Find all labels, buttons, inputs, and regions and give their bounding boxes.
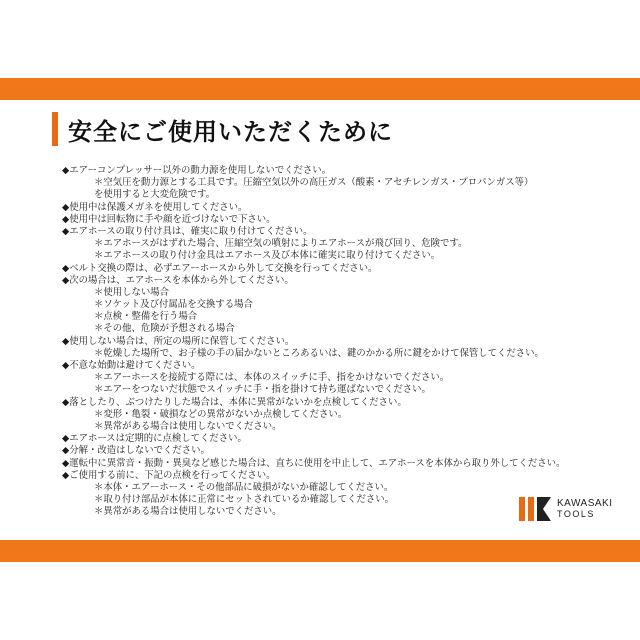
- instruction-item: ◆分解・改造はしないでください。: [62, 445, 210, 457]
- logo-brand-sub: TOOLS: [557, 509, 595, 519]
- instruction-subitem: ＊空気圧を動力源とする工具です。圧縮空気以外の高圧ガス（酸素・アセチレンガス・プロパンガス等）: [94, 177, 534, 189]
- instruction-subitem: ＊乾燥した場所で、お子様の手の届かないところあるいは、鍵のかかる所に鍵をかけて保管してください。: [94, 347, 544, 359]
- instruction-subitem: ＊その他、危険が予想される場合: [94, 323, 235, 335]
- instruction-item: ◆エアホースは定期的に点検してください。: [62, 433, 247, 445]
- instruction-item: ◆エアホースの取り付け具は、確実に取り付けてください。: [62, 225, 313, 237]
- instruction-subitem: を使用すると大変危険です。: [94, 189, 216, 201]
- instruction-subitem: ＊エアーをつないだ状態でスイッチに手・指を掛けて持ち運ばないでください。: [94, 384, 431, 396]
- instruction-subitem: ＊取り付け部品が本体に正常にセットされているか確認してください。: [94, 494, 395, 506]
- instruction-subitem: ＊異常がある場合は使用しないでください。: [94, 420, 282, 432]
- instruction-subitem: ＊ソケット及び付属品を交換する場合: [94, 299, 253, 311]
- instruction-subitem: ＊エアホースの取り付け金具はエアホース及び本体に確実に取り付けてください。: [94, 250, 440, 262]
- logo-brand-name: KAWASAKI: [557, 498, 613, 509]
- instruction-item: ◆ベルト交換の際は、必ずエアーホースから外して交換を行ってください。: [62, 262, 378, 274]
- title-block: [52, 112, 393, 146]
- instruction-item: ◆使用中は回転物に手や顔を近づけないで下さい。: [62, 213, 276, 225]
- logo-text: [557, 498, 613, 520]
- instruction-subitem: ＊エアーホースを接続する際には、本体のスイッチに手、指をかけないでください。: [94, 372, 450, 384]
- instruction-subitem: ＊エアホースがはずれた場合、圧縮空気の噴射によりエアホースが飛び回り、危険です。: [94, 238, 468, 250]
- instruction-subitem: ＊異常がある場合は使用しないでください。: [94, 506, 282, 518]
- title-accent-bar: [52, 112, 58, 146]
- instruction-item: ◆次の場合は、エアホースを本体から外してください。: [62, 274, 294, 286]
- top-orange-bar: [0, 78, 640, 100]
- instruction-item: ◆運転中に異常音・振動・異臭など感じた場合は、直ちに使用を中止して、エアホースを本体から取り外してください。: [62, 457, 566, 469]
- instruction-item: ◆落としたり、ぶつけたりした場合は、本体に異常がないかを点検してください。: [62, 396, 407, 408]
- instruction-item: ◆ご使用する前に、下記の点検を行ってください。: [62, 469, 276, 481]
- bottom-orange-bar: [0, 540, 640, 562]
- instruction-item: ◆使用中は保護メガネを使用してください。: [62, 201, 248, 213]
- kawasaki-tools-logo: [519, 495, 613, 523]
- instruction-subitem: ＊点検・整備を行う場合: [94, 311, 198, 323]
- page-title: 安全にご使用いただくために: [68, 117, 393, 146]
- instruction-subitem: ＊変形・亀裂・破損などの異常がないか点検してください。: [94, 408, 348, 420]
- kawasaki-tools-logo-icon: [519, 495, 551, 523]
- instruction-item: ◆エアーコンプレッサー以外の動力源を使用しないでください。: [62, 165, 331, 176]
- safety-instructions-list: [62, 165, 622, 518]
- instruction-subitem: ＊使用しない場合: [94, 286, 170, 298]
- instruction-subitem: ＊本体・エアーホース・その他部品に破損がないか確認してください。: [94, 481, 394, 493]
- instruction-item: ◆使用しない場合は、所定の場所に保管してください。: [62, 335, 295, 347]
- instruction-item: ◆不意な始動は避けてください。: [62, 360, 201, 371]
